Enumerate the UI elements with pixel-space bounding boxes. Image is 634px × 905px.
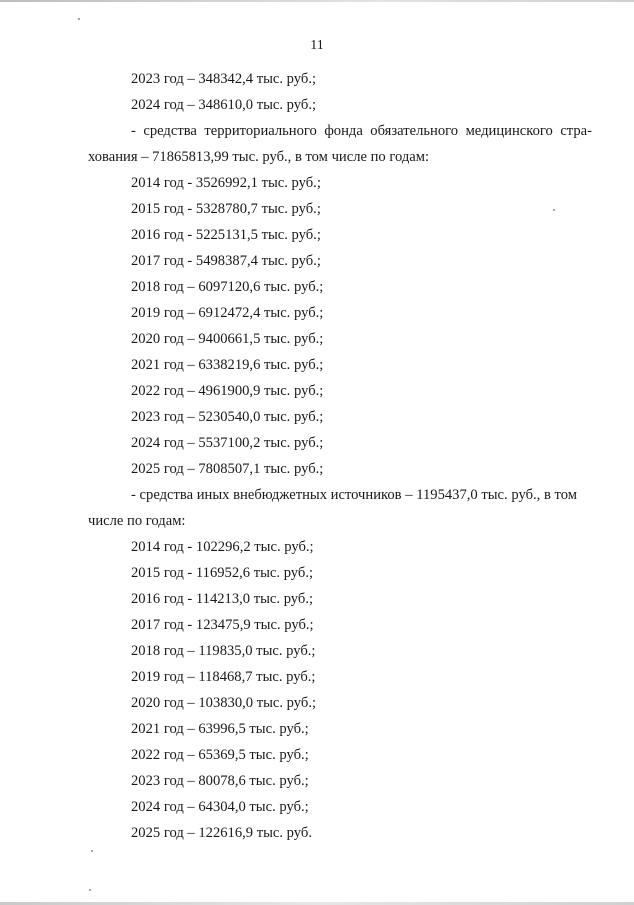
scan-speck [89, 889, 91, 891]
funding-line: 2023 год – 348342,4 тыс. руб.; [131, 71, 317, 87]
funding-line: 2021 год – 63996,5 тыс. руб.; [131, 721, 309, 737]
scan-speck [553, 209, 555, 211]
funding-line: 2025 год – 7808507,1 тыс. руб.; [131, 461, 324, 477]
funding-line: 2016 год - 5225131,5 тыс. руб.; [131, 227, 321, 243]
funding-line: 2024 год – 64304,0 тыс. руб.; [131, 799, 309, 815]
paragraph-tfoms-line2: хования – 71865813,99 тыс. руб., в том числе по годам: [88, 149, 430, 165]
funding-line: 2015 год - 5328780,7 тыс. руб.; [131, 201, 321, 217]
funding-line: 2020 год – 9400661,5 тыс. руб.; [131, 331, 324, 347]
funding-line: 2019 год – 6912472,4 тыс. руб.; [131, 305, 324, 321]
funding-line: 2022 год – 65369,5 тыс. руб.; [131, 747, 309, 763]
funding-line: 2018 год – 119835,0 тыс. руб.; [131, 643, 316, 659]
funding-line: 2020 год – 103830,0 тыс. руб.; [131, 695, 317, 711]
scan-speck [78, 18, 80, 20]
funding-line: 2014 год - 102296,2 тыс. руб.; [131, 539, 314, 555]
scan-speck [91, 850, 93, 852]
funding-line: 2021 год – 6338219,6 тыс. руб.; [131, 357, 324, 373]
funding-line: 2017 год - 123475,9 тыс. руб.; [131, 617, 314, 633]
funding-line: 2022 год – 4961900,9 тыс. руб.; [131, 383, 324, 399]
scan-edge-top [0, 0, 634, 2]
paragraph-tfoms-line1: - средства территориального фонда обязательного медицинского стра- [131, 123, 592, 139]
funding-line: 2023 год – 5230540,0 тыс. руб.; [131, 409, 324, 425]
funding-line: 2017 год - 5498387,4 тыс. руб.; [131, 253, 321, 269]
funding-line: 2024 год – 348610,0 тыс. руб.; [131, 97, 317, 113]
funding-line: 2024 год – 5537100,2 тыс. руб.; [131, 435, 324, 451]
funding-line: 2015 год - 116952,6 тыс. руб.; [131, 565, 314, 581]
paragraph-other-line2: числе по годам: [88, 513, 186, 529]
funding-line: 2025 год – 122616,9 тыс. руб. [131, 825, 312, 841]
page-number: 11 [310, 38, 324, 53]
funding-line: 2016 год - 114213,0 тыс. руб.; [131, 591, 314, 607]
funding-line: 2023 год – 80078,6 тыс. руб.; [131, 773, 309, 789]
funding-line: 2019 год – 118468,7 тыс. руб.; [131, 669, 316, 685]
funding-line: 2018 год – 6097120,6 тыс. руб.; [131, 279, 324, 295]
funding-line: 2014 год - 3526992,1 тыс. руб.; [131, 175, 321, 191]
paragraph-other-line1: - средства иных внебюджетных источников – 1195437,0 тыс. руб., в том [131, 487, 577, 503]
